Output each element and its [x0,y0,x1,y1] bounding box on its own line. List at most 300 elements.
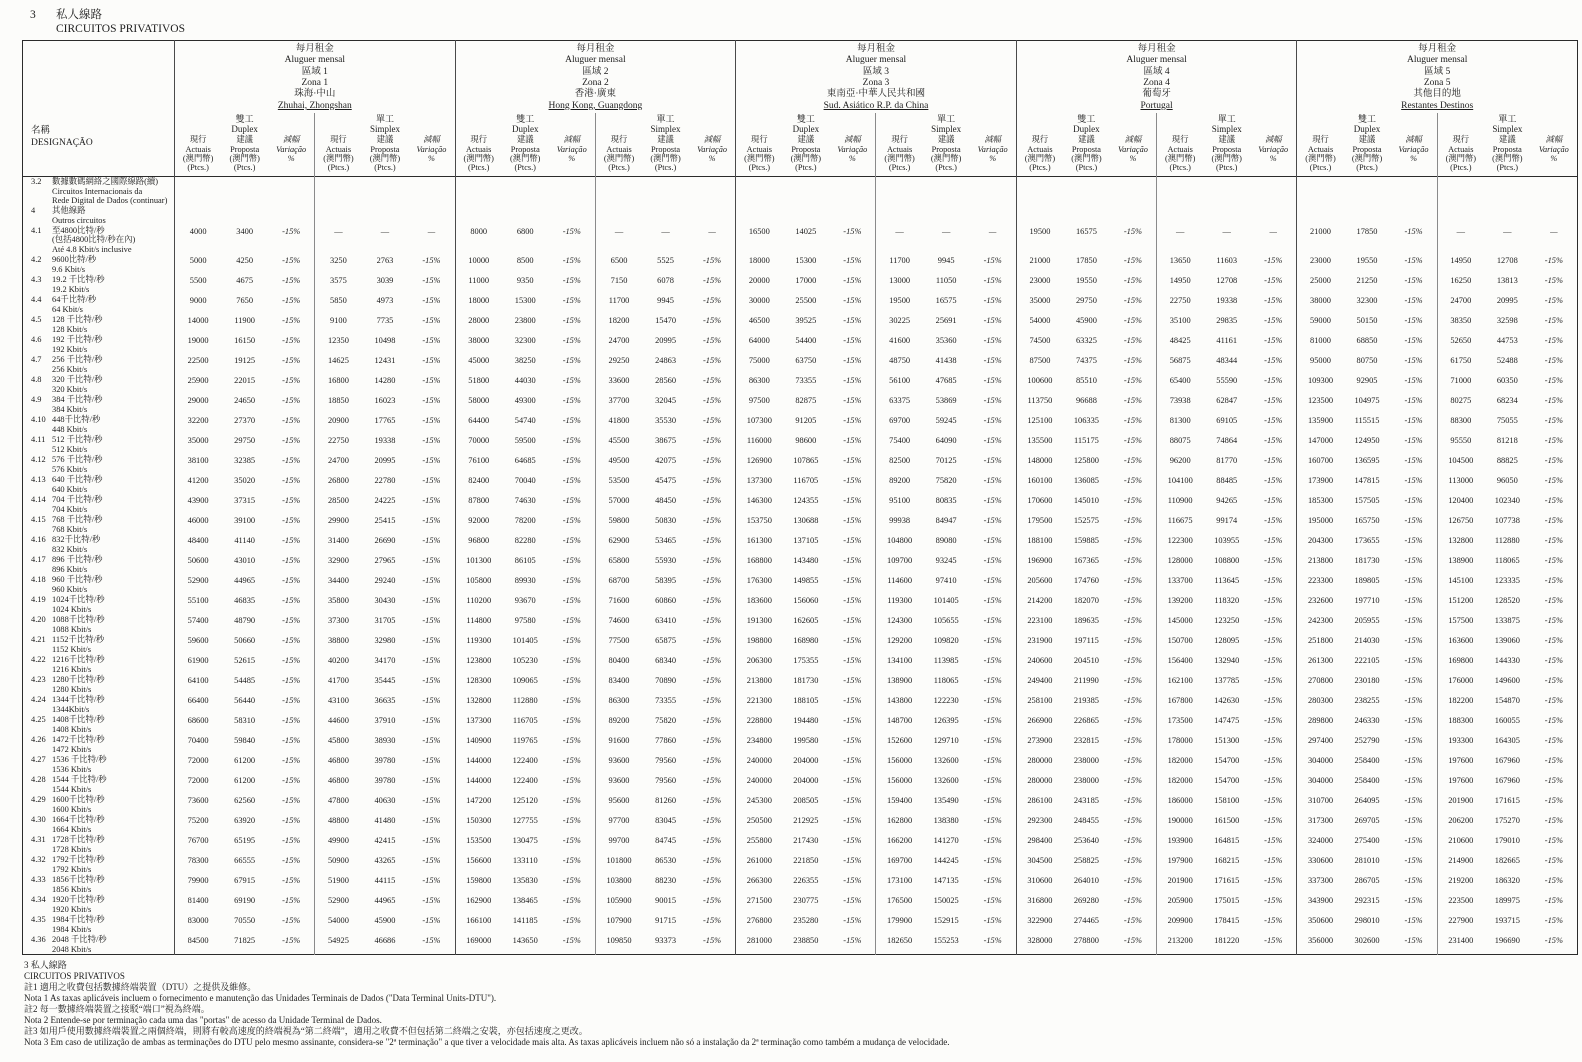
r4.33-z3-simplex-proposta: 147135 [933,875,959,885]
r4.8-z1-duplex-proposta: 22015 [234,375,256,385]
r4.11-z4-duplex-variacao: -15% [1123,435,1143,445]
r4.3-z3-simplex-proposta: 11050 [935,275,957,285]
r4.8-z2-simplex-variacao: -15% [702,375,722,385]
r4.1-z3-simplex-proposta: — [941,226,951,236]
header-line: Duplex [511,124,539,135]
r4.8-z3-duplex-proposta: 73355 [795,375,817,385]
header-line: % [989,154,997,163]
r4.30-z1-duplex-proposta: 63920 [234,815,256,825]
r4.26-z1-duplex-actuais: 70400 [175,735,222,755]
r4.13-z4-duplex-actuais: 160100 [1016,475,1063,495]
r4.19-z4-simplex-actuais: 139200 [1157,595,1204,615]
r4.13-z4-simplex-proposta: 88485 [1216,475,1238,485]
r4.12-z4-duplex-actuais: 148000 [1016,455,1063,475]
header-line: 640 Kbit/s [52,484,88,494]
r4.27-z3-simplex-proposta: 132600 [933,755,959,765]
tariff-table [22,40,1578,956]
r4.28-z5-simplex-actuais: 197600 [1437,775,1484,795]
r4.21-z4-simplex-variacao: -15% [1264,635,1283,645]
r4.9-z3-duplex-proposta: 82875 [795,395,817,405]
r4.34-z3-simplex-actuais: 176500 [876,895,923,915]
r3.2-z3-simplex-variacao [970,176,1017,206]
r4.7-z4-simplex-variacao: -15% [1264,355,1283,365]
table-row-4.19 [23,595,1578,615]
r4.12-z3-duplex-actuais: 126900 [736,455,783,475]
r4.7-z1-duplex-proposta: 19125 [234,355,256,365]
r4.3-z2-simplex-actuais: 7150 [595,275,642,295]
r4.4-z5-duplex-actuais: 38000 [1297,295,1344,315]
header-line: 1856 Kbit/s [52,884,92,894]
r4.24-z4-simplex-proposta: 142630 [1214,695,1240,705]
header-line: 現行 [610,135,628,145]
r4.7-z1-simplex-proposta: 12431 [374,355,396,365]
r4.19-z2-simplex-variacao: -15% [702,595,722,605]
row-4.18-designation [23,575,175,595]
header-line: 768 千比特/秒 [52,514,103,524]
r3.2-z3-simplex-proposta [923,176,970,206]
r4.11-z3-duplex-actuais: 116000 [736,435,783,455]
r3.2-z1-simplex-proposta [362,176,409,206]
r4.21-z3-duplex-proposta: 168980 [793,635,819,645]
r4.36-z4-simplex-actuais: 213200 [1157,935,1204,955]
zone-3-area-pt: Sud. Asiático R.P. da China [823,100,929,111]
r4.32-z2-duplex-actuais: 156600 [455,855,502,875]
r4.4-z5-duplex-proposta: 32300 [1356,295,1378,305]
r4.28-z4-simplex-actuais: 182000 [1157,775,1204,795]
r4-z2-duplex-proposta [502,206,549,226]
r4.15-z4-duplex-variacao: -15% [1123,515,1143,525]
r4.35-z2-duplex-variacao: -15% [562,915,581,925]
r4.11-z2-duplex-actuais: 70000 [455,435,502,455]
r3.2-z1-simplex-actuais [315,176,362,206]
r4.25-z1-duplex-variacao: -15% [282,715,301,725]
row-number: 4.9 [31,394,42,404]
r4.11-z5-simplex-proposta: 81218 [1496,435,1518,445]
r4.6-z1-duplex-actuais: 19000 [175,335,222,355]
r4.29-z4-simplex-variacao: -15% [1264,795,1283,805]
header-line: Actuais [185,144,211,154]
r4.30-z4-duplex-variacao: -15% [1123,815,1143,825]
header-line: (Ptcs.) [327,163,350,173]
r4.2-z5-simplex-proposta: 12708 [1496,255,1518,265]
r4.14-z3-duplex-variacao: -15% [843,495,862,505]
r4.30-z1-simplex-proposta: 41480 [374,815,396,825]
header-line: (Ptcs.) [187,163,209,173]
r4.20-z4-simplex-proposta: 123250 [1214,615,1240,625]
r4.13-z3-simplex-actuais: 89200 [876,475,923,495]
r4.16-z1-simplex-actuais: 31400 [315,535,362,555]
header-line: 896 Kbit/s [52,564,88,574]
r4.13-z2-duplex-actuais: 82400 [455,475,502,495]
r4.29-z4-simplex-proposta: 158100 [1214,795,1240,805]
r4.3-z2-duplex-actuais: 11000 [455,275,502,295]
r4.14-z2-duplex-proposta: 74630 [514,495,536,505]
header-line: Zona 1 [301,77,329,88]
r4.20-z5-duplex-proposta: 205955 [1354,615,1380,625]
r4-z3-simplex-proposta [923,206,970,226]
r4.7-z1-simplex-actuais: 14625 [315,355,362,375]
r4-z1-duplex-variacao [268,206,315,226]
r4.26-z2-simplex-actuais: 91600 [595,735,642,755]
r4.23-z4-duplex-proposta: 211990 [1074,675,1099,685]
r4.10-z1-simplex-proposta: 17765 [374,415,396,425]
row-label [52,835,105,855]
r4.2-z2-simplex-proposta: 5525 [657,255,674,265]
r4.17-z1-duplex-proposta: 43010 [234,555,256,565]
r4.14-z5-duplex-proposta: 157505 [1354,495,1380,505]
r4.35-z2-simplex-proposta: 91715 [655,915,676,925]
r4.24-z5-simplex-proposta: 154870 [1494,695,1520,705]
header-line: 1088千比特/秒 [52,614,105,624]
r4.19-z3-simplex-variacao: -15% [983,595,1002,605]
r4.4-z2-simplex-actuais: 11700 [595,295,642,315]
r4.6-z1-duplex-proposta: 16150 [234,335,256,345]
r4.20-z3-simplex-actuais: 124300 [876,615,923,635]
row-number: 4.10 [31,414,46,424]
r4.17-z4-simplex-proposta: 108800 [1214,555,1240,565]
r4.10-z1-duplex-variacao: -15% [282,415,301,425]
r4.3-z3-duplex-actuais: 20000 [736,275,783,295]
r4.11-z5-simplex-actuais: 95550 [1437,435,1484,455]
r4.13-z3-duplex-proposta: 116705 [793,475,819,485]
header-line: 1408 Kbit/s [52,724,92,734]
row-number: 4.31 [31,834,46,844]
r4.9-z3-simplex-variacao: -15% [983,395,1002,405]
r4.29-z2-simplex-variacao: -15% [702,795,722,805]
r4.8-z3-simplex-actuais: 56100 [876,375,923,395]
r4.29-z3-simplex-variacao: -15% [983,795,1002,805]
r4.1-z2-simplex-variacao: — [708,226,716,236]
r4.6-z5-duplex-proposta: 68850 [1356,335,1378,345]
header-line: Zona 4 [1143,77,1170,88]
section-4-label [23,206,175,226]
r4.36-z3-duplex-actuais: 281000 [736,935,783,955]
zone-1-duplex-header [175,113,315,134]
r4.26-z5-simplex-variacao: -15% [1544,735,1563,745]
table-row-4.29 [23,795,1578,815]
r4.9-z5-simplex-proposta: 68234 [1496,395,1518,405]
row-4.26-designation [23,735,175,755]
row-label [52,226,135,255]
header-line: 現行 [1171,135,1189,145]
r4.2-z1-simplex-proposta: 2763 [376,255,394,265]
r4.19-z4-duplex-actuais: 214200 [1016,595,1063,615]
r4.22-z3-duplex-actuais: 206300 [736,655,783,675]
r4.21-z2-simplex-proposta: 65875 [655,635,676,645]
zone-5-simplex-variacao-header [1531,134,1578,176]
header-line: 雙工 [796,114,815,125]
r4.32-z2-simplex-actuais: 101800 [595,855,642,875]
header-line: 1792 Kbit/s [52,864,92,874]
r4.26-z5-duplex-variacao: -15% [1404,735,1423,745]
header-line: (Ptcs.) [1356,163,1378,173]
header-line: (Ptcs.) [374,163,396,173]
r4.3-z1-duplex-variacao: -15% [282,275,301,285]
zone-1-header [175,40,456,113]
r4.34-z3-simplex-variacao: -15% [983,895,1002,905]
header-line: (Ptcs.) [1029,163,1051,173]
table-row-4.14 [23,495,1578,515]
r4.13-z3-duplex-actuais: 137300 [736,475,783,495]
r4-z1-simplex-proposta [362,206,409,226]
r4.7-z5-duplex-variacao: -15% [1404,355,1423,365]
r4-z4-simplex-proposta [1203,206,1250,226]
r4.21-z2-simplex-actuais: 77500 [595,635,642,655]
r4.27-z2-simplex-proposta: 79560 [655,755,676,765]
r4.30-z1-duplex-variacao: -15% [282,815,301,825]
header-line: 9600比特/秒 [52,254,97,264]
r4.30-z4-simplex-actuais: 190000 [1157,815,1204,835]
r4.21-z2-simplex-variacao: -15% [702,635,722,645]
header-line: 現行 [1452,135,1470,145]
r4.31-z5-simplex-actuais: 210600 [1437,835,1484,855]
r4.29-z1-duplex-variacao: -15% [282,795,301,805]
r4.14-z2-simplex-proposta: 48450 [655,495,676,505]
r4.21-z1-simplex-variacao: -15% [422,635,441,645]
r4-z2-duplex-actuais [455,206,502,226]
r4.24-z1-simplex-proposta: 36635 [374,695,396,705]
r4.7-z2-duplex-proposta: 38250 [514,355,536,365]
r4.35-z5-simplex-actuais: 227900 [1437,915,1484,935]
r4.15-z3-simplex-proposta: 84947 [935,515,957,525]
header-line: 葡萄牙 [1142,89,1171,100]
r4.22-z4-simplex-variacao: -15% [1264,655,1283,665]
zone-4-duplex-proposta-header [1063,134,1110,176]
section-3.2-label [23,176,175,206]
r4.6-z5-simplex-variacao: -15% [1544,335,1563,345]
r4.7-z5-duplex-actuais: 95000 [1297,355,1344,375]
r4.14-z1-duplex-proposta: 37315 [234,495,256,505]
r4.15-z2-duplex-proposta: 78200 [514,515,536,525]
r4.35-z3-simplex-actuais: 179900 [876,915,923,935]
r4.31-z1-duplex-proposta: 65195 [234,835,256,845]
r4.18-z2-simplex-actuais: 68700 [595,575,642,595]
row-number: 4.23 [31,674,46,684]
r4.20-z2-simplex-proposta: 63410 [655,615,676,625]
r4.30-z2-simplex-actuais: 97700 [595,815,642,835]
row-label [52,795,105,815]
r4.29-z5-simplex-actuais: 201900 [1437,795,1484,815]
r4.33-z5-simplex-proposta: 186320 [1494,875,1520,885]
r4.8-z5-simplex-proposta: 60350 [1496,375,1518,385]
row-label [52,755,107,775]
header-line: 建議 [797,135,815,145]
r4.5-z2-duplex-variacao: -15% [562,315,581,325]
r4.36-z4-duplex-proposta: 278800 [1073,935,1099,945]
r4.9-z4-duplex-proposta: 96688 [1075,395,1097,405]
r4.8-z5-duplex-variacao: -15% [1404,375,1423,385]
r4.23-z4-duplex-actuais: 249400 [1016,675,1063,695]
r4.17-z4-duplex-proposta: 167365 [1073,555,1099,565]
r4-z5-simplex-proposta [1484,206,1531,226]
r4.32-z5-simplex-actuais: 214900 [1437,855,1484,875]
header-line: 至4800比特/秒 [52,225,105,235]
r4.33-z4-duplex-proposta: 264010 [1073,875,1099,885]
r4.4-z4-simplex-variacao: -15% [1264,295,1283,305]
r4.20-z3-duplex-actuais: 191300 [736,615,783,635]
r3.2-z3-duplex-variacao [829,176,876,206]
r4.4-z3-simplex-variacao: -15% [983,295,1002,305]
r4.32-z1-simplex-variacao: -15% [422,855,441,865]
header-line: Actuais [886,144,913,154]
section-number: 3 [30,9,36,21]
r4.2-z4-simplex-actuais: 13650 [1157,255,1204,275]
r4.3-z1-simplex-actuais: 3575 [315,275,362,295]
r4.19-z5-simplex-actuais: 151200 [1437,595,1484,615]
r4.11-z3-duplex-variacao: -15% [843,435,862,445]
r4.23-z5-simplex-proposta: 149600 [1494,675,1520,685]
r4.36-z3-duplex-proposta: 238850 [793,935,819,945]
r4.19-z1-duplex-actuais: 55100 [175,595,222,615]
r4.12-z2-duplex-variacao: -15% [562,455,581,465]
r4.3-z4-simplex-proposta: 12708 [1216,275,1238,285]
r4.1-z5-simplex-proposta: — [1503,226,1512,236]
r4.6-z4-duplex-actuais: 74500 [1016,335,1063,355]
r4.25-z3-simplex-actuais: 148700 [876,715,923,735]
header-line: (Ptcs.) [748,163,771,173]
r4.2-z4-simplex-variacao: -15% [1264,255,1283,265]
r4.23-z1-simplex-proposta: 35445 [374,675,396,685]
header-line: Proposta [791,144,821,154]
row-number: 4.32 [31,854,46,864]
r4.5-z2-simplex-actuais: 18200 [595,315,642,335]
header-line: 區域 5 [1424,66,1451,77]
r4.2-z3-duplex-proposta: 15300 [795,255,817,265]
row-4.22-designation [23,655,175,675]
r4.17-z5-simplex-variacao: -15% [1544,555,1563,565]
header-line: 448 Kbit/s [52,424,88,434]
r4.22-z2-simplex-variacao: -15% [702,655,722,665]
header-line: 1984 Kbit/s [52,924,92,934]
r4.17-z5-duplex-proposta: 181730 [1354,555,1380,565]
r4.25-z1-simplex-actuais: 44600 [315,715,362,735]
r4.5-z4-simplex-proposta: 29835 [1216,315,1238,325]
row-4.20-designation [23,615,175,635]
header-line: 384 Kbit/s [52,404,88,414]
r4.18-z4-simplex-variacao: -15% [1264,575,1283,585]
r4.6-z1-duplex-variacao: -15% [282,335,301,345]
r4.22-z1-duplex-proposta: 52615 [234,655,256,665]
header-line: 雙工 [1077,114,1096,125]
r4.2-z3-simplex-variacao: -15% [983,255,1002,265]
r4.7-z1-duplex-actuais: 22500 [175,355,222,375]
r4.17-z1-simplex-variacao: -15% [422,555,441,565]
r4.19-z5-duplex-proposta: 197710 [1354,595,1380,605]
header-line: 單工 [1217,114,1236,125]
zone-5-duplex-header [1297,113,1437,134]
header-line: 建議 [937,135,955,145]
r4.12-z1-duplex-proposta: 32385 [234,455,256,465]
header-line: 192 Kbit/s [52,344,88,354]
r4.33-z2-duplex-proposta: 135830 [512,875,538,885]
r4.12-z1-simplex-variacao: -15% [422,455,441,465]
r3.2-z3-simplex-actuais [876,176,923,206]
r4.10-z5-simplex-variacao: -15% [1544,415,1563,425]
r4.21-z5-duplex-variacao: -15% [1404,635,1423,645]
r4.7-z3-duplex-variacao: -15% [843,355,862,365]
header-line: Proposta [1071,144,1101,154]
r4.26-z3-simplex-actuais: 152600 [876,735,923,755]
header-line: 1920千比特/秒 [52,894,105,904]
r4.26-z4-simplex-actuais: 178000 [1157,735,1204,755]
row-label [52,206,106,226]
r4.16-z2-simplex-proposta: 53465 [655,535,676,545]
header-line: 每月租金 [295,43,334,54]
r4.35-z3-simplex-variacao: -15% [983,915,1002,925]
r4.3-z1-simplex-variacao: -15% [422,275,441,285]
r4.32-z5-duplex-variacao: -15% [1404,855,1423,865]
r4.36-z2-simplex-variacao: -15% [702,935,722,945]
row-4.30-designation [23,815,175,835]
r4.8-z1-simplex-actuais: 16800 [315,375,362,395]
r4.29-z4-simplex-actuais: 186000 [1157,795,1204,815]
header-line: Actuais [746,144,772,154]
r4.30-z3-simplex-actuais: 162800 [876,815,923,835]
r4.33-z2-duplex-variacao: -15% [562,875,581,885]
r4.4-z3-simplex-proposta: 16575 [935,295,957,305]
header-line: 1920 Kbit/s [52,904,92,914]
r4.31-z1-duplex-variacao: -15% [282,835,301,845]
r4.30-z1-simplex-variacao: -15% [422,815,441,825]
r4.9-z3-simplex-actuais: 63375 [876,395,923,415]
r4.18-z3-duplex-actuais: 176300 [736,575,783,595]
r4.12-z4-simplex-proposta: 81770 [1216,455,1238,465]
r4.23-z5-simplex-actuais: 176000 [1437,675,1484,695]
header-line: Actuais [466,144,492,154]
row-label [52,595,105,615]
row-number: 4.16 [31,534,46,544]
r4.27-z1-duplex-variacao: -15% [282,755,301,765]
r4.34-z3-duplex-actuais: 271500 [736,895,783,915]
zone-4-simplex-variacao-header [1250,134,1297,176]
r4.18-z3-simplex-proposta: 97410 [935,575,957,585]
r4.23-z5-duplex-variacao: -15% [1404,675,1423,685]
header-line: Proposta [931,144,961,154]
r4.8-z4-simplex-variacao: -15% [1264,375,1283,385]
header-line: Variação [276,144,307,154]
r4.18-z5-duplex-actuais: 223300 [1297,575,1344,595]
r4.17-z2-duplex-actuais: 101300 [455,555,502,575]
r4.1-z1-duplex-variacao: -15% [282,226,301,236]
header-line: 896 千比特/秒 [52,554,103,564]
zone-3-duplex-header [736,113,876,134]
r4.32-z5-simplex-variacao: -15% [1544,855,1563,865]
r4-z5-duplex-proposta [1344,206,1391,226]
header-line: (Ptcs.) [514,163,536,173]
r3.2-z5-simplex-actuais [1437,176,1484,206]
table-row-4.10 [23,415,1578,435]
header-line: 1472 Kbit/s [52,744,92,754]
header-line: 2048 Kbit/s [52,944,92,954]
row-4.19-designation [23,595,175,615]
r4.20-z1-duplex-proposta: 48790 [234,615,256,625]
r4.29-z2-simplex-actuais: 95600 [595,795,642,815]
table-row-4.1 [23,226,1578,255]
header-line: % [428,154,435,163]
header-line: 64 Kbit/s [52,304,83,314]
header-line: Aluguer mensal [845,55,907,66]
r4.1-z3-simplex-actuais: — [876,226,923,255]
row-4.33-designation [23,875,175,895]
r4.27-z4-duplex-actuais: 280000 [1016,755,1063,775]
r4.4-z4-duplex-proposta: 29750 [1075,295,1097,305]
r4.30-z3-simplex-variacao: -15% [983,815,1002,825]
r4.24-z1-simplex-actuais: 43100 [315,695,362,715]
r4-z5-duplex-actuais [1297,206,1344,226]
r4.19-z2-duplex-variacao: -15% [562,595,581,605]
r4.21-z5-simplex-variacao: -15% [1544,635,1563,645]
header-line: Proposta [230,144,260,154]
